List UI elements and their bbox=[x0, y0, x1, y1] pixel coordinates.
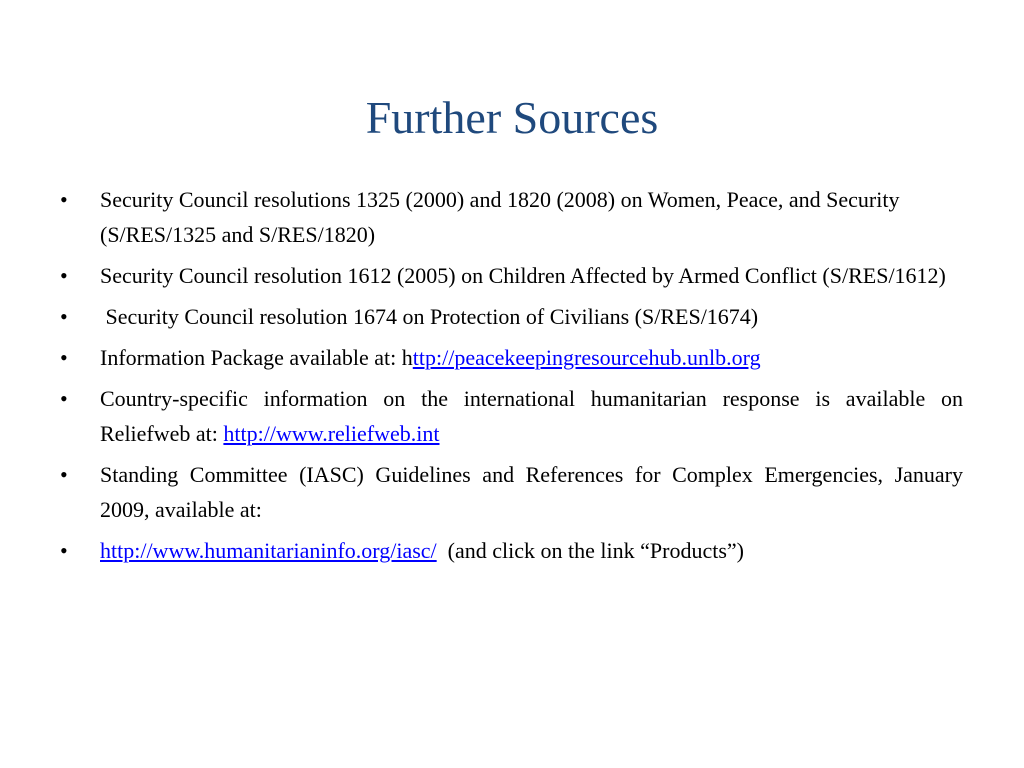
peacekeeping-hub-link[interactable]: ttp://peacekeepingresourcehub.unlb.org bbox=[412, 345, 761, 370]
bullet-icon: • bbox=[60, 386, 68, 411]
list-item bbox=[60, 533, 963, 568]
slide-title: Further Sources bbox=[365, 92, 659, 143]
item-text: (and click on the link “Products”) bbox=[436, 538, 744, 563]
bullet-icon: • bbox=[60, 304, 68, 329]
bullet-list bbox=[60, 182, 963, 574]
list-item bbox=[60, 340, 963, 375]
bullet-icon: • bbox=[60, 187, 68, 212]
bullet-icon: • bbox=[60, 538, 68, 563]
list-item bbox=[60, 182, 963, 252]
list-item bbox=[60, 258, 963, 293]
item-text: Security Council resolution 1674 on Protection of Civilians (S/RES/1674) bbox=[100, 304, 759, 329]
bullet-icon: • bbox=[60, 263, 68, 288]
list-item bbox=[60, 381, 963, 451]
list-item bbox=[60, 299, 963, 334]
bullet-icon: • bbox=[60, 345, 68, 370]
humanitarianinfo-iasc-link[interactable]: http://www.humanitarianinfo.org/iasc/ bbox=[100, 538, 437, 563]
item-text: Information Package available at: h bbox=[100, 345, 413, 370]
list-item bbox=[60, 457, 963, 527]
item-text: Security Council resolutions 1325 (2000) and 1820 (2008) on Women, Peace, and Security (S/RES/1325 and S/RES/1820) bbox=[100, 187, 900, 247]
bullet-icon: • bbox=[60, 462, 68, 487]
item-text: Security Council resolution 1612 (2005) on Children Affected by Armed Conflict (S/RES/1612) bbox=[100, 263, 946, 288]
item-text: Country-specific information on the international humanitarian response is available on Reliefweb at: bbox=[100, 386, 963, 446]
reliefweb-link[interactable]: http://www.reliefweb.int bbox=[223, 421, 440, 446]
item-text: Standing Committee (IASC) Guidelines and References for Complex Emergencies, January 2009, available at: bbox=[100, 462, 963, 522]
